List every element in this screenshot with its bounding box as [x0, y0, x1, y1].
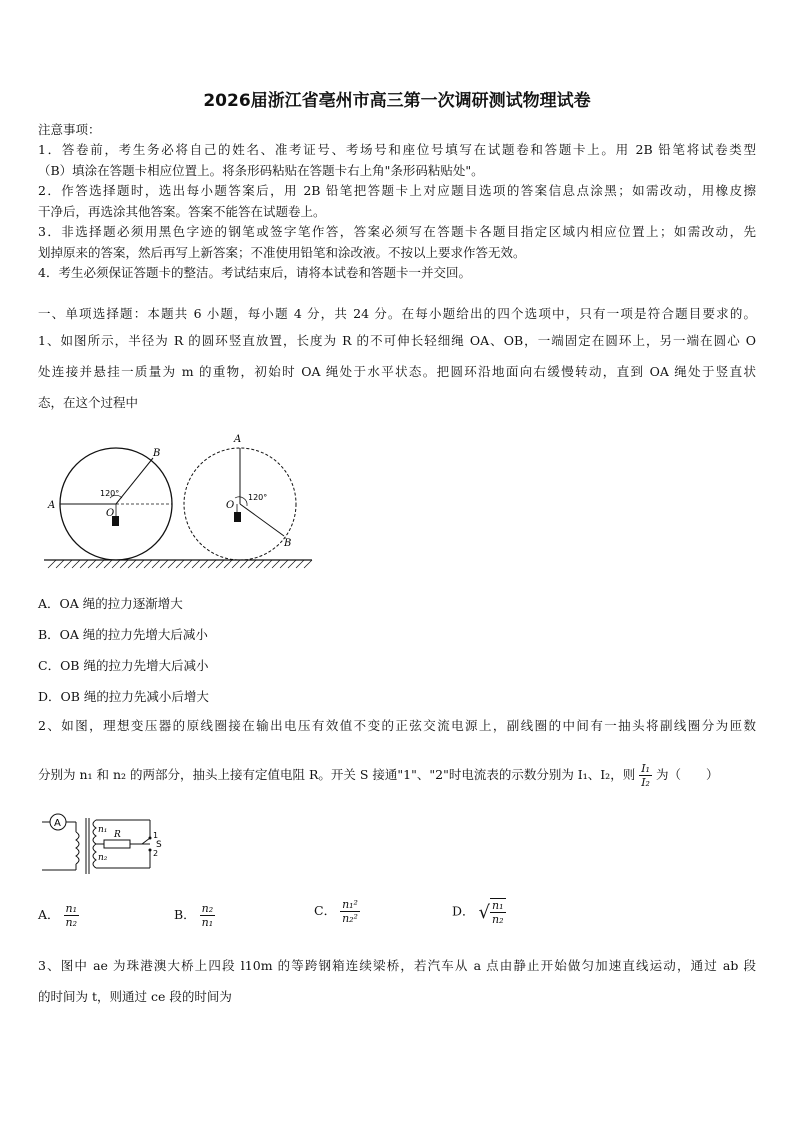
- q1-stem: 1、如图所示，半径为 R 的圆环竖直放置，长度为 R 的不可伸长轻细绳 OA、OB，一端固定在圆环上，另一端在圆心 O: [38, 333, 756, 348]
- q1-option-c: C．OB 绳的拉力先增大后减小: [38, 658, 209, 673]
- n2-label: n₂: [98, 853, 108, 863]
- q2-option-d: [452, 898, 506, 926]
- switch-label: S: [156, 840, 162, 850]
- section-heading: 一、单项选择题：本题共 6 小题，每小题 4 分，共 24 分。在每小题给出的四个选项中，只有一项是符合题目要求的。: [38, 306, 756, 321]
- label-O: O: [226, 500, 235, 511]
- option-fraction: [200, 902, 216, 929]
- q2-stem: [38, 762, 756, 789]
- q2-option-c: [314, 898, 360, 925]
- fraction-numerator: I₁: [641, 762, 650, 775]
- q2-stem: 2、如图，理想变压器的原线圈接在输出电压有效值不变的正弦交流电源上，副线圈的中间有一抽头将副线圈分为匝数: [38, 718, 756, 733]
- resistor-label: R: [114, 830, 121, 840]
- notice-line: 2．作答选择题时，选出每小题答案后，用 2B 铅笔把答题卡上对应题目选项的答案信息点涂黑；如需改动，用橡皮擦: [38, 183, 756, 198]
- q2-stem-tail: 为（ ）: [655, 767, 719, 782]
- label-B: B: [284, 538, 292, 549]
- notice-line: 3．非选择题必须用黑色字迹的钢笔或签字笔作答，答案必须写在答题卡各题目指定区域内相应位置上；如需改动，先: [38, 224, 756, 239]
- q2-option-b: [174, 902, 215, 929]
- terminal-1: 1: [153, 831, 159, 840]
- q1-option-b: B．OA 绳的拉力先增大后减小: [38, 627, 208, 642]
- n1-label: n₁: [98, 825, 108, 835]
- option-fraction: [490, 898, 506, 926]
- notice-line: （B）填涂在答题卡相应位置上。将条形码粘贴在答题卡右上角"条形码粘贴处"。: [38, 163, 484, 178]
- option-letter: A．: [38, 907, 60, 922]
- label-O: O: [106, 508, 115, 519]
- option-fraction: [340, 898, 360, 925]
- notice-line: 4．考生必须保证答题卡的整洁。考试结束后，请将本试卷和答题卡一并交回。: [38, 265, 471, 280]
- label-A: A: [234, 434, 242, 445]
- q2-fraction: [639, 762, 652, 789]
- fraction-denominator: I₂: [641, 776, 650, 789]
- angle-label: 120°: [100, 489, 120, 498]
- q2-option-a: [38, 902, 79, 929]
- q3-stem: 3、图中 ae 为珠港澳大桥上四段 l10m 的等跨钢箱连续梁桥，若汽车从 a 点由静止开始做匀加速直线运动，通过 ab 段: [38, 958, 756, 973]
- option-letter: B．: [174, 907, 196, 922]
- q2-transformer-figure: [38, 808, 178, 878]
- option-letter: C．: [314, 903, 337, 918]
- notice-line: 划掉原来的答案，然后再写上新答案；不准使用铅笔和涂改液。不按以上要求作答无效。: [38, 245, 526, 260]
- notice-line: 1．答卷前，考生务必将自己的姓名、准考证号、考场号和座位号填写在试题卷和答题卡上。用 2B 铅笔将试卷类型: [38, 142, 756, 157]
- label-B: B: [153, 448, 161, 459]
- q1-option-a: A．OA 绳的拉力逐渐增大: [38, 596, 183, 611]
- option-letter: D．: [452, 903, 475, 919]
- fraction-denominator: n₂²: [342, 912, 358, 925]
- ammeter-label: A: [54, 818, 61, 829]
- fraction-numerator: n₁: [65, 902, 78, 915]
- q3-stem: 的时间为 t，则通过 ce 段的时间为: [38, 989, 232, 1004]
- q1-stem: 处连接并悬挂一质量为 m 的重物，初始时 OA 绳处于水平状态。把圆环沿地面向右缓慢转动，直到 OA 绳处于竖直状: [38, 364, 756, 379]
- notice-heading: 注意事项：: [38, 122, 101, 137]
- notice-line: 干净后，再选涂其他答案。答案不能答在试题卷上。: [38, 204, 326, 219]
- q1-figure: [40, 428, 320, 570]
- sqrt-icon: √: [478, 901, 490, 923]
- fraction-numerator: n₁²: [342, 898, 358, 911]
- fraction-numerator: n₂: [201, 902, 214, 915]
- q1-option-d: D．OB 绳的拉力先减小后增大: [38, 689, 209, 704]
- q1-stem: 态，在这个过程中: [38, 395, 139, 410]
- q2-stem-text: 分别为 n₁ 和 n₂ 的两部分，抽头上接有定值电阻 R。开关 S 接通"1"、"2"时电流表的示数分别为 I₁、I₂，则: [38, 767, 636, 782]
- fraction-denominator: n₂: [65, 916, 78, 929]
- page-title: 2026届浙江省亳州市高三第一次调研测试物理试卷: [203, 91, 591, 111]
- fraction-denominator: n₁: [201, 916, 214, 929]
- fraction-numerator: n₁: [492, 899, 504, 912]
- terminal-2: 2: [153, 849, 159, 858]
- label-A: A: [48, 500, 56, 511]
- option-fraction: [64, 902, 80, 929]
- angle-label: 120°: [248, 493, 268, 502]
- fraction-denominator: n₂: [492, 913, 504, 926]
